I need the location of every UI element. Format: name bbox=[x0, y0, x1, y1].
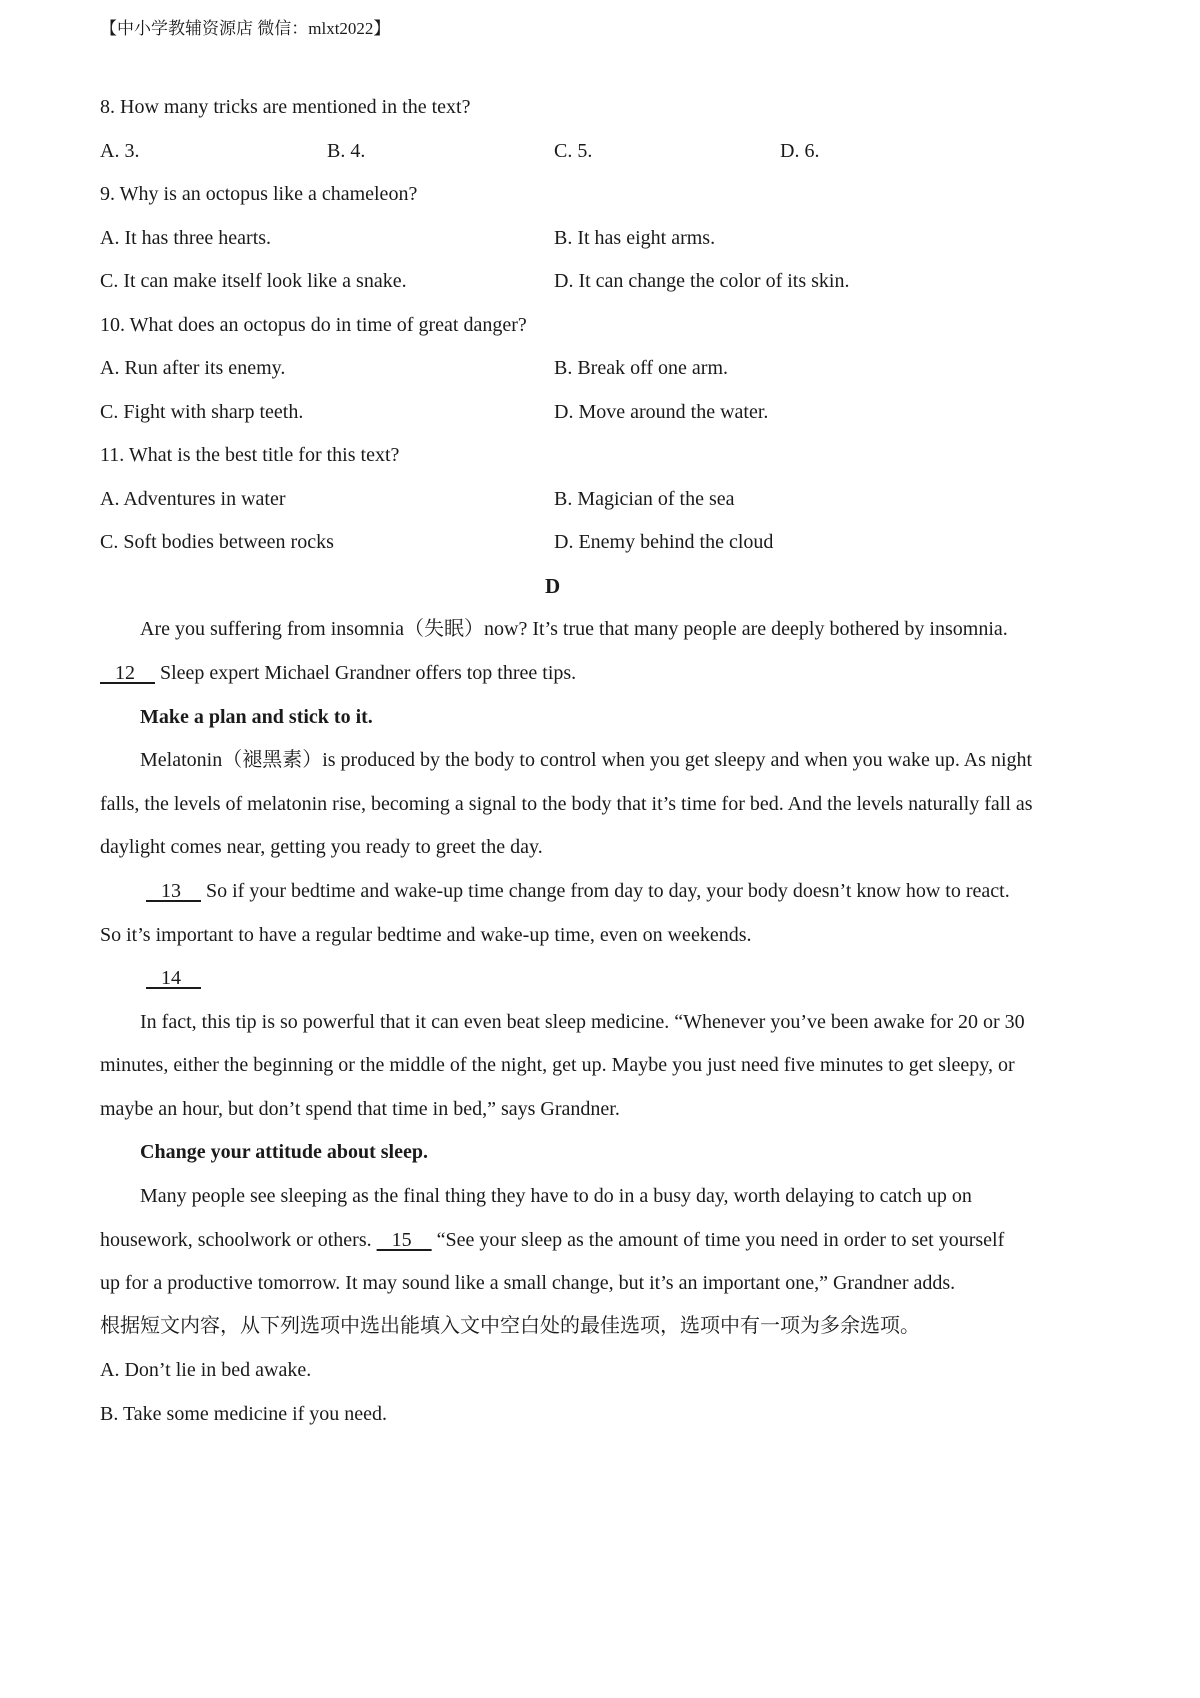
paragraph-4-line-3: maybe an hour, but don’t spend that time in bed,” says Grandner. bbox=[100, 1098, 620, 1120]
paragraph-5-line-3: up for a productive tomorrow. It may sound like a small change, but it’s an important one,” Grandner adds. bbox=[100, 1272, 956, 1294]
paragraph-2-line-3: daylight comes near, getting you ready to greet the day. bbox=[100, 836, 543, 858]
question-9-option-b: B. It has eight arms. bbox=[554, 227, 716, 249]
question-10-option-d: D. Move around the water. bbox=[554, 401, 769, 423]
question-11-option-c: C. Soft bodies between rocks bbox=[100, 531, 334, 553]
question-11-option-a: A. Adventures in water bbox=[100, 488, 286, 510]
blank-12: 12 bbox=[100, 662, 155, 684]
paragraph-3-line-2: So it’s important to have a regular bedtime and wake-up time, even on weekends. bbox=[100, 924, 752, 946]
paragraph-1-continuation: Sleep expert Michael Grandner offers top three tips. bbox=[155, 662, 577, 684]
question-10-option-a: A. Run after its enemy. bbox=[100, 357, 286, 379]
paragraph-4-line-1: In fact, this tip is so powerful that it can even beat sleep medicine. “Whenever you’ve been awake for 20 or 30 bbox=[140, 1011, 1025, 1033]
paragraph-3-line-1 bbox=[146, 879, 1010, 903]
question-9-option-d: D. It can change the color of its skin. bbox=[554, 270, 850, 292]
answer-option-a: A. Don’t lie in bed awake. bbox=[100, 1359, 312, 1381]
paragraph-4-line-2: minutes, either the beginning or the middle of the night, get up. Maybe you just need five minutes to get sleepy, or bbox=[100, 1054, 1015, 1076]
question-8-stem: 8. How many tricks are mentioned in the text? bbox=[100, 96, 471, 118]
blank-15: 15 bbox=[376, 1229, 432, 1251]
paragraph-5-line-2 bbox=[100, 1228, 1004, 1252]
blank-14: 14 bbox=[146, 967, 201, 989]
blank-14-line bbox=[146, 966, 201, 990]
question-10-stem: 10. What does an octopus do in time of great danger? bbox=[100, 314, 527, 336]
question-9-option-c: C. It can make itself look like a snake. bbox=[100, 270, 407, 292]
question-8-option-d: D. 6. bbox=[780, 140, 820, 162]
instruction-text: 根据短文内容，从下列选项中选出能填入文中空白处的最佳选项，选项中有一项为多余选项。 bbox=[100, 1315, 920, 1337]
question-10-option-c: C. Fight with sharp teeth. bbox=[100, 401, 304, 423]
paragraph-5-line-1: Many people see sleeping as the final thing they have to do in a busy day, worth delaying to catch up on bbox=[140, 1185, 972, 1207]
question-8-option-a: A. 3. bbox=[100, 140, 140, 162]
paragraph-2-line-2: falls, the levels of melatonin rise, becoming a signal to the body that it’s time for bed. And the levels naturally fall as bbox=[100, 793, 1033, 815]
paragraph-5-text-b: “See your sleep as the amount of time you need in order to set yourself bbox=[431, 1229, 1005, 1251]
tip-heading-1: Make a plan and stick to it. bbox=[140, 706, 373, 728]
question-11-stem: 11. What is the best title for this text? bbox=[100, 444, 400, 466]
paragraph-3-text: So if your bedtime and wake-up time change from day to day, your body doesn’t know how to react. bbox=[201, 880, 1010, 902]
tip-heading-2: Change your attitude about sleep. bbox=[140, 1141, 428, 1163]
question-8-option-c: C. 5. bbox=[554, 140, 593, 162]
question-9-option-a: A. It has three hearts. bbox=[100, 227, 272, 249]
paragraph-1-line-2 bbox=[100, 661, 576, 685]
page-header: 【中小学教辅资源店 微信：mlxt2022】 bbox=[100, 19, 391, 38]
question-11-option-d: D. Enemy behind the cloud bbox=[554, 531, 774, 553]
question-10-option-b: B. Break off one arm. bbox=[554, 357, 729, 379]
paragraph-5-text-a: housework, schoolwork or others. bbox=[100, 1229, 377, 1251]
paragraph-1-line-1: Are you suffering from insomnia（失眠）now? It’s true that many people are deeply bothered by insomnia. bbox=[140, 618, 1008, 640]
question-11-option-b: B. Magician of the sea bbox=[554, 488, 735, 510]
answer-option-b: B. Take some medicine if you need. bbox=[100, 1403, 388, 1425]
question-9-stem: 9. Why is an octopus like a chameleon? bbox=[100, 183, 418, 205]
paragraph-2-line-1: Melatonin（褪黑素）is produced by the body to control when you get sleepy and when you wake up. As night bbox=[140, 749, 1033, 771]
blank-13: 13 bbox=[146, 880, 201, 902]
section-d-title: D bbox=[545, 574, 561, 598]
question-8-option-b: B. 4. bbox=[327, 140, 366, 162]
